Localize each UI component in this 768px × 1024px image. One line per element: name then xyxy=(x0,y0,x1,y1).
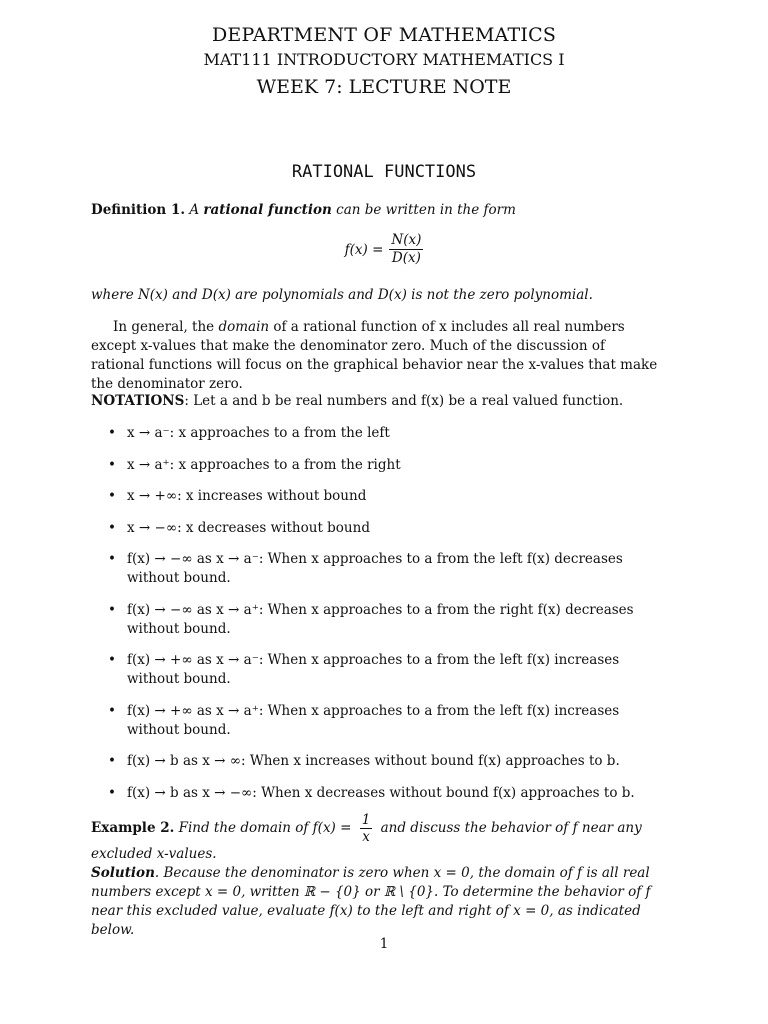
example xyxy=(91,812,658,940)
definition-equation xyxy=(0,232,768,267)
solution-text: . Because the denominator is zero when x = 0, the domain of f is all real numbers except x = 0, written ℝ − {0} or ℝ \ {0}. To determine the behavior of f near this excluded value, evaluate f(x) to the left and right of x = 0, as indicated below. xyxy=(91,865,651,938)
list-item: • x → a⁻: x approaches to a from the left xyxy=(108,424,658,443)
list-item: • f(x) → b as x → ∞: When x increases without bound f(x) approaches to b. xyxy=(108,752,658,771)
department-heading: DEPARTMENT OF MATHEMATICS xyxy=(211,24,557,46)
notations-intro xyxy=(91,392,658,411)
example-post: and discuss the behavior of f near any excluded x-values. xyxy=(91,820,642,862)
solution-label: Solution xyxy=(91,865,155,881)
example-fraction xyxy=(360,812,373,845)
list-item: • f(x) → +∞ as x → a⁺: When x approaches to a from the left f(x) increases without bound. xyxy=(108,702,658,740)
paragraph-post: of a rational function of x includes all real numbers except x-values that make the denominator zero. Much of the discussion of rational functions will focus on the graphical behavior near the x-values that make the denominator zero. xyxy=(91,319,658,392)
equation-lhs: f(x) = xyxy=(344,241,384,258)
list-item: • x → −∞: x decreases without bound xyxy=(108,519,658,538)
page-number: 1 xyxy=(379,936,389,952)
example-pre: Find the domain of f(x) = xyxy=(178,820,352,836)
list-item: • f(x) → b as x → −∞: When x decreases without bound f(x) approaches to b. xyxy=(108,784,658,803)
example-label: Example 2. xyxy=(91,820,175,836)
definition-term: rational function xyxy=(203,202,332,218)
list-item: • x → +∞: x increases without bound xyxy=(108,487,658,506)
paragraph-pre: In general, the xyxy=(113,319,215,335)
list-item: • f(x) → +∞ as x → a⁻: When x approaches to a from the left f(x) increases without bound. xyxy=(108,651,658,689)
example-numerator: 1 xyxy=(361,812,371,828)
notations-label: NOTATIONS xyxy=(91,393,185,409)
list-item: • f(x) → −∞ as x → a⁻: When x approaches to a from the left f(x) decreases without bound. xyxy=(108,550,658,588)
course-heading: MAT111 INTRODUCTORY MATHEMATICS I xyxy=(203,50,565,69)
equation-numerator: N(x) xyxy=(391,232,422,248)
definition-where: where N(x) and D(x) are polynomials and D(x) is not the zero polynomial. xyxy=(91,287,593,303)
list-item: • x → a⁺: x approaches to a from the right xyxy=(108,456,658,475)
equation-denominator: D(x) xyxy=(391,250,421,266)
equation-fraction xyxy=(389,232,423,267)
week-heading: WEEK 7: LECTURE NOTE xyxy=(256,76,512,98)
definition-post: can be written in the form xyxy=(336,202,516,218)
definition-pre: A xyxy=(189,202,200,218)
section-title: RATIONAL FUNCTIONS xyxy=(291,162,477,182)
definition xyxy=(91,201,658,220)
notations-text: : Let a and b be real numbers and f(x) be a real valued function. xyxy=(184,393,624,409)
domain-paragraph xyxy=(91,318,658,394)
paragraph-domain-word: domain xyxy=(218,319,270,335)
notations-list xyxy=(108,424,658,815)
example-denominator: x xyxy=(362,829,370,845)
definition-label: Definition 1. xyxy=(91,202,186,218)
list-item: • f(x) → −∞ as x → a⁺: When x approaches to a from the right f(x) decreases without bound. xyxy=(108,601,658,639)
